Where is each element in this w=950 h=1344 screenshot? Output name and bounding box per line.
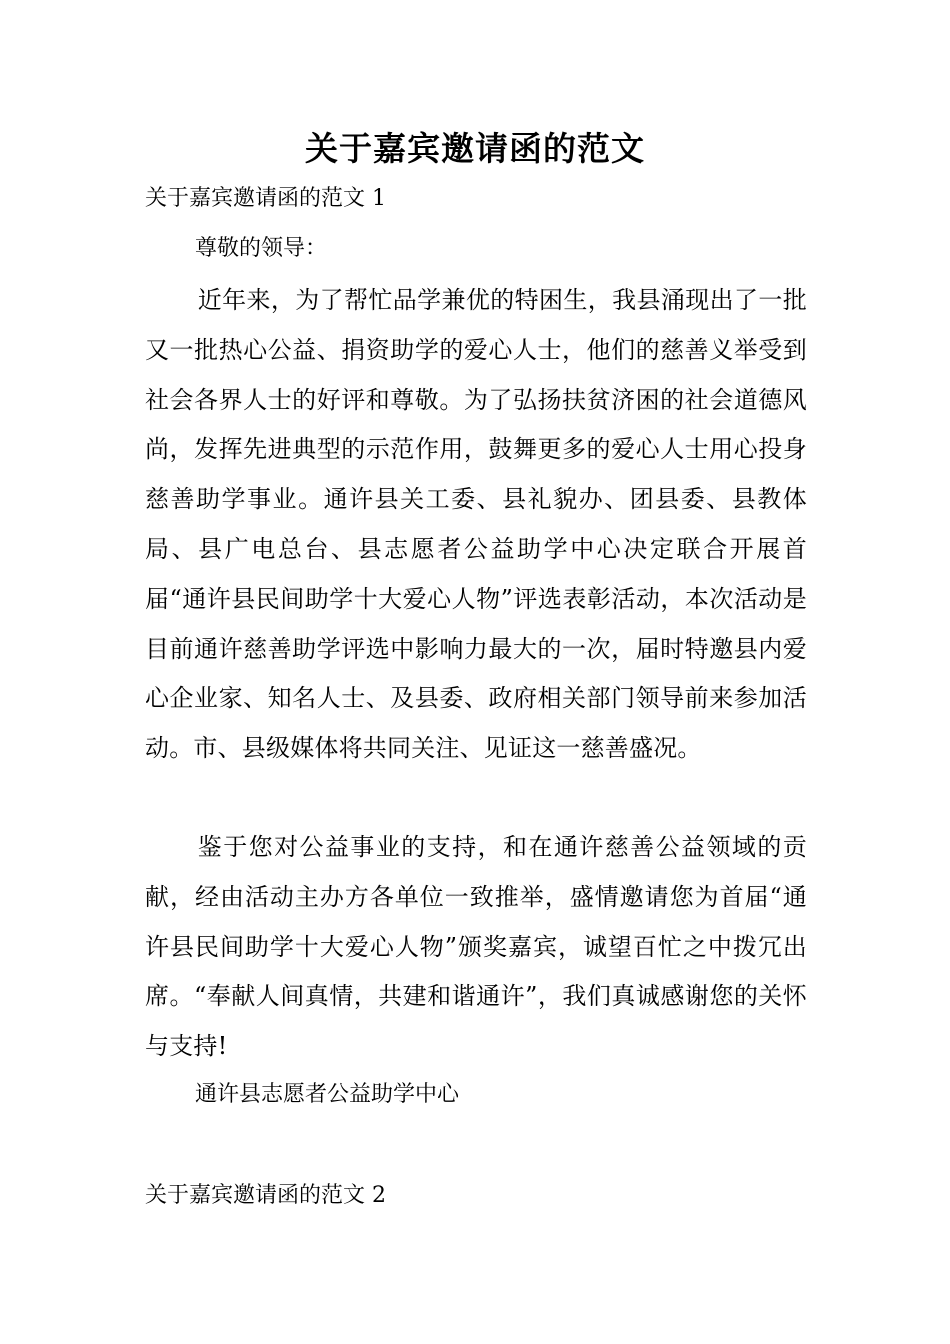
signature-organization: 通许县志愿者公益助学中心 xyxy=(195,1082,460,1107)
document-title: 关于嘉宾邀请函的范文 xyxy=(305,129,645,168)
body-paragraph-1: 近年来，为了帮忙品学兼优的特困生，我县涌现出了一批又一批热心公益、捐资助学的爱心人士，他们的慈善义举受到社会各界人士的好评和尊敬。为了弘扬扶贫济困的社会道德风尚，发挥先进典型的示范作用，鼓舞更多的爱心人士用心投身慈善助学事业。通许县关工委、县礼貌办、团县委、县教体局、县广电总台、县志愿者公益助学中心决定联合开展首届“通许县民间助学十大爱心人物”评选表彰活动，本次活动是目前通许慈善助学评选中影响力最大的一次，届时特邀县内爱心企业家、知名人士、及县委、政府相关部门领导前来参加活动。市、县级媒体将共同关注、见证这一慈善盛况。 xyxy=(145,286,807,763)
section-heading-1: 关于嘉宾邀请函的范文 1 xyxy=(145,186,386,211)
salutation: 尊敬的领导： xyxy=(195,236,328,261)
body-paragraph-2: 鉴于您对公益事业的支持，和在通许慈善公益领域的贡献，经由活动主办方各单位一致推举，盛情邀请您为首届“通许县民间助学十大爱心人物”颁奖嘉宾，诚望百忙之中拨冗出席。“奉献人间真情，共建和谐通许”，我们真诚感谢您的关怀与支持! xyxy=(145,833,807,1061)
section-heading-2: 关于嘉宾邀请函的范文 2 xyxy=(145,1183,386,1208)
